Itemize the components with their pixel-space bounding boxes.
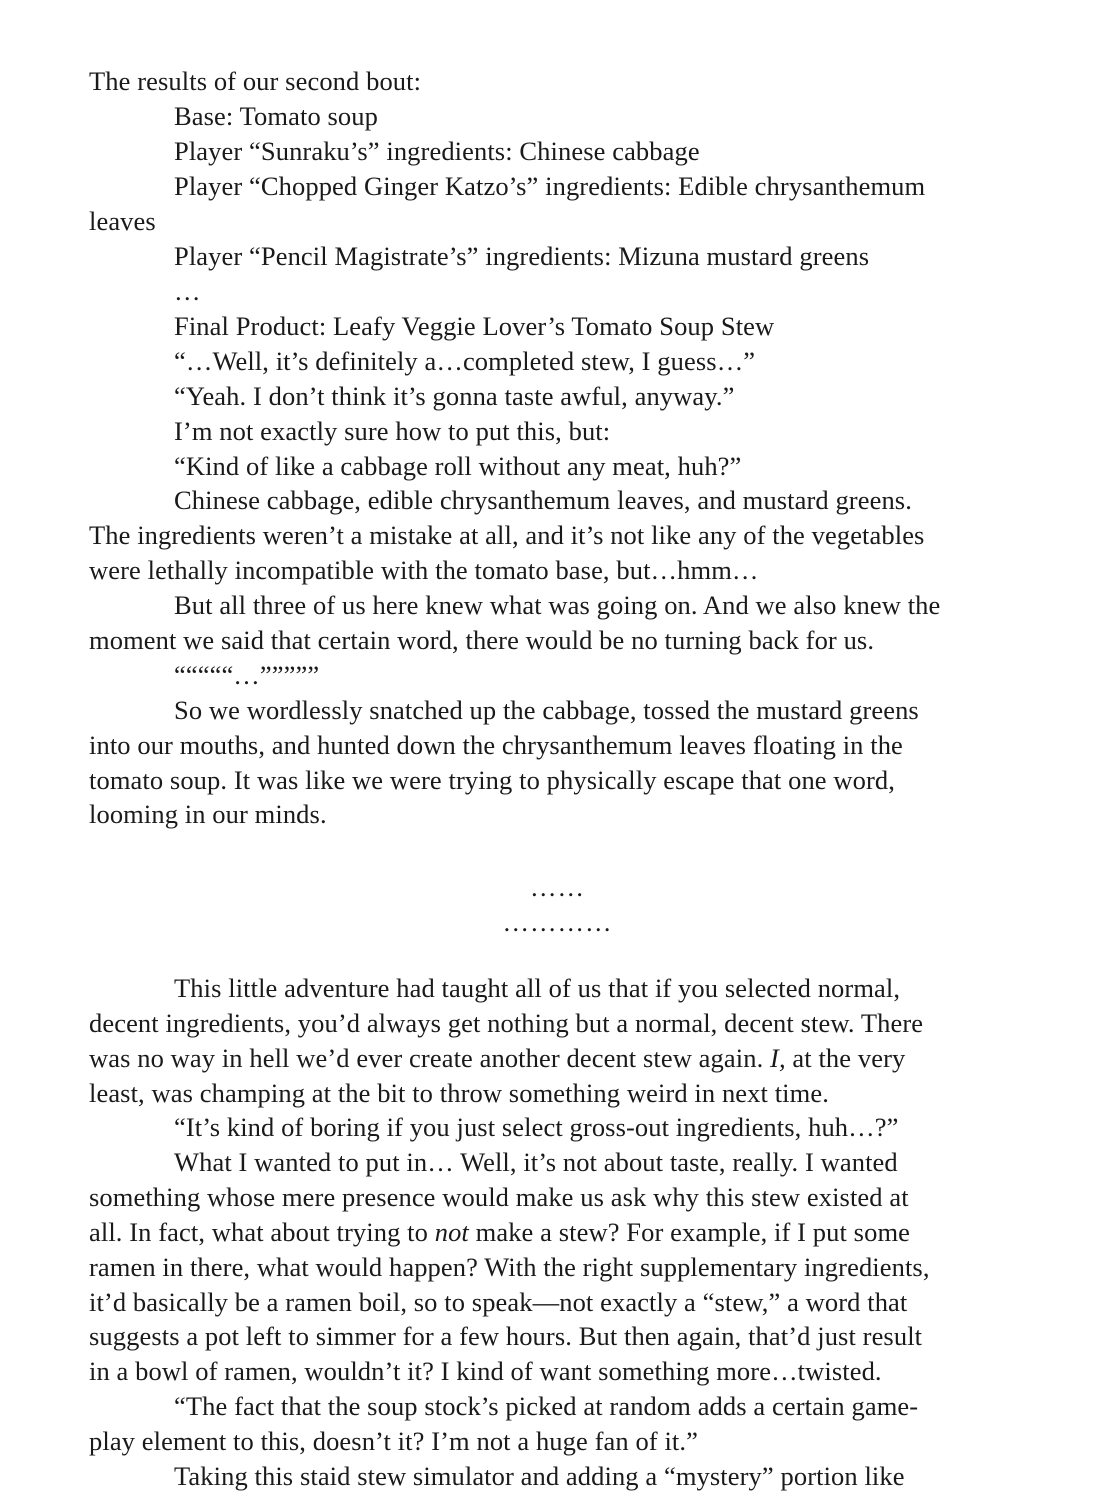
paragraph-line: in a bowl of ramen, wouldn’t it? I kind of want something more…twisted.	[89, 1356, 882, 1386]
emphasis-text: I,	[770, 1043, 786, 1073]
text-run: all. In fact, what about trying to	[89, 1217, 428, 1247]
text-run: make a stew? For example, if I put some	[475, 1217, 911, 1247]
paragraph-line: decent ingredients, you’d always get nothing but a normal, decent stew. There	[89, 1008, 924, 1038]
paragraph-line: Chinese cabbage, edible chrysanthemum leaves, and mustard greens.	[174, 485, 912, 515]
scene-separator-short: ……	[530, 872, 585, 902]
paragraph-line: This little adventure had taught all of us that if you selected normal,	[174, 973, 901, 1003]
scene-separator-long: …………	[502, 907, 613, 937]
paragraph-line: it’d basically be a ramen boil, so to speak—not exactly a “stew,” a word that	[89, 1287, 908, 1317]
paragraph-line: were lethally incompatible with the tomato base, but…hmm…	[89, 555, 759, 585]
paragraph-line: into our mouths, and hunted down the chrysanthemum leaves floating in the	[89, 730, 903, 760]
paragraph-line: “It’s kind of boring if you just select gross-out ingredients, huh…?”	[174, 1112, 899, 1142]
paragraph-line: moment we said that certain word, there would be no turning back for us.	[89, 625, 875, 655]
emphasis-text: not	[434, 1217, 469, 1247]
paragraph-line: suggests a pot left to simmer for a few hours. But then again, that’d just result	[89, 1321, 923, 1351]
paragraph-line: “““““…”””””	[174, 660, 320, 690]
paragraph-line: So we wordlessly snatched up the cabbage, tossed the mustard greens	[174, 695, 919, 725]
text-run: was no way in hell we’d ever create another decent stew again.	[89, 1043, 764, 1073]
paragraph-line: “Yeah. I don’t think it’s gonna taste awful, anyway.”	[174, 381, 735, 411]
paragraph-line: “The fact that the soup stock’s picked at random adds a certain game-	[174, 1391, 919, 1421]
paragraph-line: Player “Chopped Ginger Katzo’s” ingredients: Edible chrysanthemum	[174, 171, 926, 201]
paragraph-line: Final Product: Leafy Veggie Lover’s Tomato Soup Stew	[174, 311, 775, 341]
paragraph-line: I’m not exactly sure how to put this, but:	[174, 416, 611, 446]
paragraph-line: “Kind of like a cabbage roll without any meat, huh?”	[174, 451, 742, 481]
paragraph-line: …	[174, 276, 201, 306]
paragraph-line	[89, 1215, 910, 1250]
paragraph-line: play element to this, doesn’t it? I’m not a huge fan of it.”	[89, 1426, 698, 1456]
paragraph-line: Base: Tomato soup	[174, 101, 378, 131]
paragraph-line: ramen in there, what would happen? With the right supplementary ingredients,	[89, 1252, 930, 1282]
paragraph-line: least, was champing at the bit to throw something weird in next time.	[89, 1078, 829, 1108]
paragraph-line: leaves	[89, 206, 156, 236]
paragraph-line: tomato soup. It was like we were trying to physically escape that one word,	[89, 765, 895, 795]
paragraph-line: something whose mere presence would make us ask why this stew existed at	[89, 1182, 909, 1212]
paragraph-line: What I wanted to put in… Well, it’s not about taste, really. I wanted	[174, 1147, 898, 1177]
paragraph-line	[89, 1041, 905, 1076]
paragraph-line: The results of our second bout:	[89, 66, 422, 96]
paragraph-line: But all three of us here knew what was going on. And we also knew the	[174, 590, 941, 620]
paragraph-line: The ingredients weren’t a mistake at all, and it’s not like any of the vegetables	[89, 520, 925, 550]
paragraph-line: “…Well, it’s definitely a…completed stew, I guess…”	[174, 346, 756, 376]
text-run: at the very	[792, 1043, 906, 1073]
paragraph-line: Player “Sunraku’s” ingredients: Chinese cabbage	[174, 136, 700, 166]
paragraph-line: Player “Pencil Magistrate’s” ingredients: Mizuna mustard greens	[174, 241, 870, 271]
paragraph-line: looming in our minds.	[89, 799, 327, 829]
paragraph-line: Taking this staid stew simulator and adding a “mystery” portion like	[174, 1461, 905, 1491]
